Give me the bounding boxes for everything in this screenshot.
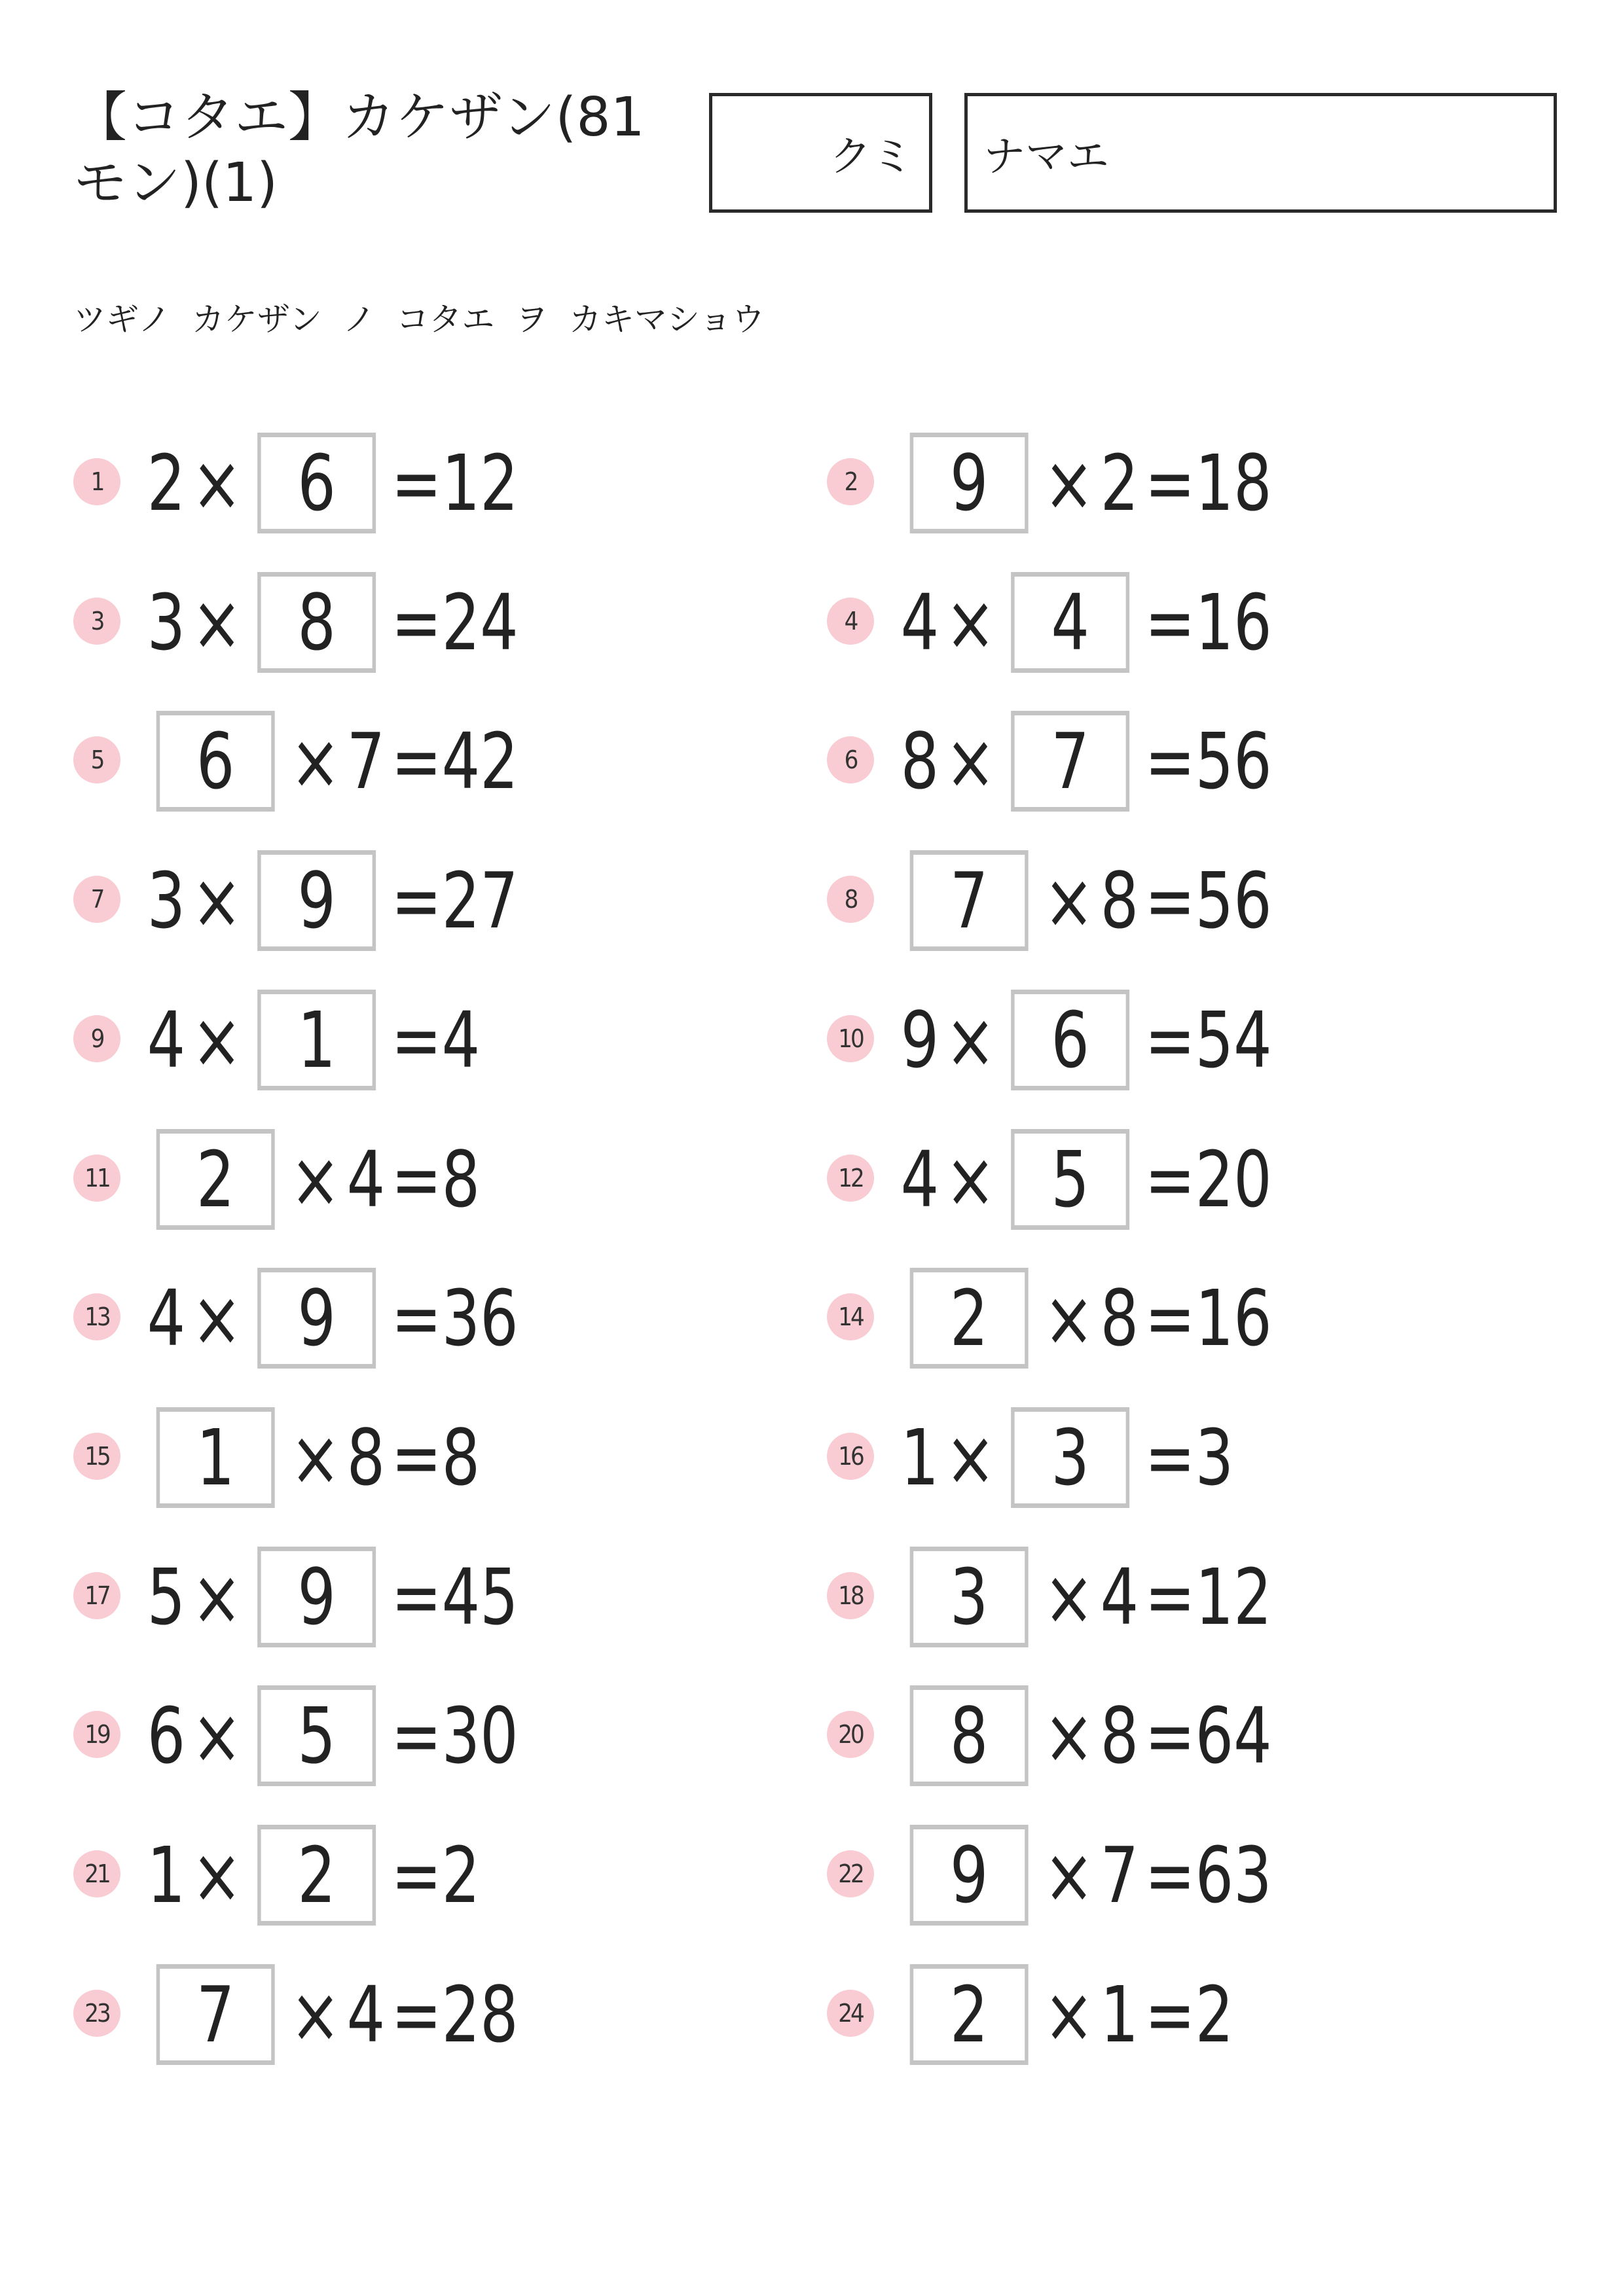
equals-result: =27 — [391, 855, 519, 946]
equation — [898, 568, 1275, 677]
factor: 4 — [346, 1969, 386, 2060]
times-sign: × — [191, 577, 242, 668]
factor: 5 — [147, 1551, 186, 1642]
problem-number-badge: 19 — [73, 1711, 120, 1758]
answer-box[interactable]: 1 — [156, 1407, 275, 1508]
times-sign: × — [1044, 855, 1095, 946]
times-sign: × — [945, 994, 996, 1085]
times-sign: × — [945, 1412, 996, 1503]
problem-number-badge: 20 — [827, 1711, 874, 1758]
factor: 6 — [147, 1691, 186, 1782]
factor: 2 — [1100, 438, 1139, 528]
equation — [898, 1125, 1275, 1234]
class-label: クミ — [830, 132, 913, 181]
problem-22 — [827, 1821, 1482, 1929]
problem-number-badge: 24 — [827, 1990, 874, 2037]
factor: 1 — [1100, 1969, 1139, 2060]
problem-number-badge: 10 — [827, 1015, 874, 1062]
problem-number-badge: 4 — [827, 598, 874, 645]
equation — [898, 1681, 1275, 1790]
equation — [144, 1125, 483, 1234]
answer-box[interactable]: 7 — [910, 850, 1029, 951]
factor: 9 — [900, 994, 939, 1085]
equation — [144, 1821, 483, 1929]
problem-number-badge: 17 — [73, 1572, 120, 1619]
equation — [898, 1543, 1275, 1651]
factor: 4 — [900, 577, 939, 668]
factor: 3 — [147, 855, 186, 946]
answer-box[interactable]: 7 — [156, 1964, 275, 2065]
equals-result: =3 — [1144, 1412, 1234, 1503]
page-title: 【コタエ】カケザン(81 モン)(1) — [73, 86, 645, 214]
times-sign: × — [290, 1412, 341, 1503]
problem-14 — [827, 1264, 1482, 1372]
factor: 4 — [147, 1273, 186, 1364]
factor: 4 — [900, 1134, 939, 1225]
factor: 8 — [900, 716, 939, 807]
problem-number-badge: 8 — [827, 876, 874, 923]
equals-result: =8 — [391, 1412, 481, 1503]
answer-box[interactable]: 5 — [257, 1685, 376, 1786]
problem-4 — [827, 568, 1482, 677]
name-label: ナマエ — [983, 132, 1109, 181]
times-sign: × — [290, 716, 341, 807]
times-sign: × — [290, 1134, 341, 1225]
problem-8 — [827, 846, 1482, 955]
problem-number-badge: 11 — [73, 1155, 120, 1202]
equals-result: =28 — [391, 1969, 519, 2060]
answer-box[interactable]: 2 — [156, 1129, 275, 1230]
times-sign: × — [191, 994, 242, 1085]
problem-number-badge: 14 — [827, 1293, 874, 1340]
answer-box[interactable]: 5 — [1011, 1129, 1129, 1230]
equals-result: =20 — [1144, 1134, 1272, 1225]
problem-24 — [827, 1960, 1482, 2069]
equals-result: =18 — [1144, 438, 1272, 528]
answer-box[interactable]: 3 — [910, 1547, 1029, 1647]
equation — [144, 1403, 483, 1512]
equation — [144, 1543, 521, 1651]
problem-number-badge: 9 — [73, 1015, 120, 1062]
equals-result: =64 — [1144, 1691, 1272, 1782]
equation — [898, 846, 1275, 955]
problem-9 — [73, 986, 728, 1094]
equals-result: =54 — [1144, 994, 1272, 1085]
problem-number-badge: 15 — [73, 1433, 120, 1480]
times-sign: × — [945, 577, 996, 668]
equals-result: =16 — [1144, 577, 1272, 668]
answer-box[interactable]: 3 — [1011, 1407, 1129, 1508]
equation — [898, 707, 1275, 816]
problem-number-badge: 7 — [73, 876, 120, 923]
equals-result: =4 — [391, 994, 481, 1085]
problem-11 — [73, 1125, 728, 1234]
answer-box[interactable]: 8 — [910, 1685, 1029, 1786]
problem-number-badge: 12 — [827, 1155, 874, 1202]
answer-box[interactable]: 6 — [156, 711, 275, 812]
name-field[interactable] — [964, 93, 1557, 213]
answer-box[interactable]: 8 — [257, 572, 376, 673]
equals-result: =45 — [391, 1551, 519, 1642]
factor: 1 — [900, 1412, 939, 1503]
factor: 4 — [147, 994, 186, 1085]
times-sign: × — [1044, 1551, 1095, 1642]
problem-number-badge: 18 — [827, 1572, 874, 1619]
answer-box[interactable]: 2 — [257, 1825, 376, 1926]
equation — [144, 568, 521, 677]
equals-result: =12 — [391, 438, 519, 528]
problem-10 — [827, 986, 1482, 1094]
answer-box[interactable]: 6 — [257, 433, 376, 533]
equation — [144, 707, 521, 816]
problem-number-badge: 22 — [827, 1850, 874, 1897]
problem-20 — [827, 1681, 1482, 1790]
problem-21 — [73, 1821, 728, 1929]
class-field[interactable] — [709, 93, 932, 213]
times-sign: × — [191, 855, 242, 946]
times-sign: × — [191, 438, 242, 528]
equation — [898, 986, 1275, 1094]
factor: 8 — [1100, 1273, 1139, 1364]
problem-5 — [73, 707, 728, 816]
equals-result: =36 — [391, 1273, 519, 1364]
equals-result: =24 — [391, 577, 519, 668]
answer-box[interactable]: 4 — [1011, 572, 1129, 673]
answer-box[interactable]: 9 — [910, 433, 1029, 533]
factor: 8 — [346, 1412, 386, 1503]
problem-number-badge: 16 — [827, 1433, 874, 1480]
answer-box[interactable]: 7 — [1011, 711, 1129, 812]
problem-23 — [73, 1960, 728, 2069]
problem-7 — [73, 846, 728, 955]
instruction-text: ツギノ カケザン ノ コタエ ヲ カキマショウ — [73, 300, 765, 338]
problem-3 — [73, 568, 728, 677]
equation — [144, 846, 521, 955]
problem-number-badge: 5 — [73, 736, 120, 783]
equals-result: =56 — [1144, 855, 1272, 946]
answer-box[interactable]: 9 — [910, 1825, 1029, 1926]
equation — [144, 1264, 521, 1372]
factor: 2 — [147, 438, 186, 528]
answer-box[interactable]: 2 — [910, 1964, 1029, 2065]
equals-result: =42 — [391, 716, 519, 807]
equation — [898, 1264, 1275, 1372]
equals-result: =56 — [1144, 716, 1272, 807]
times-sign: × — [945, 1134, 996, 1225]
factor: 3 — [147, 577, 186, 668]
times-sign: × — [1044, 1830, 1095, 1920]
equals-result: =63 — [1144, 1830, 1272, 1920]
answer-box[interactable]: 6 — [1011, 990, 1129, 1090]
problem-number-badge: 1 — [73, 458, 120, 505]
factor: 1 — [147, 1830, 186, 1920]
problem-number-badge: 2 — [827, 458, 874, 505]
equation — [898, 429, 1275, 537]
times-sign: × — [1044, 438, 1095, 528]
factor: 8 — [1100, 1691, 1139, 1782]
problem-number-badge: 6 — [827, 736, 874, 783]
problem-13 — [73, 1264, 728, 1372]
answer-box[interactable]: 9 — [257, 850, 376, 951]
times-sign: × — [1044, 1691, 1095, 1782]
times-sign: × — [191, 1830, 242, 1920]
factor: 8 — [1100, 855, 1139, 946]
equals-result: =2 — [391, 1830, 481, 1920]
equation — [144, 1681, 521, 1790]
equals-result: =30 — [391, 1691, 519, 1782]
factor: 7 — [346, 716, 386, 807]
problem-17 — [73, 1543, 728, 1651]
problem-19 — [73, 1681, 728, 1790]
factor: 4 — [1100, 1551, 1139, 1642]
problem-12 — [827, 1125, 1482, 1234]
equation — [144, 429, 521, 537]
equation — [898, 1403, 1237, 1512]
equation — [144, 1960, 521, 2069]
answer-box[interactable]: 2 — [910, 1268, 1029, 1369]
problem-number-badge: 13 — [73, 1293, 120, 1340]
factor: 4 — [346, 1134, 386, 1225]
equals-result: =12 — [1144, 1551, 1272, 1642]
equation — [144, 986, 483, 1094]
problem-1 — [73, 429, 728, 537]
equation — [898, 1821, 1275, 1929]
problem-15 — [73, 1403, 728, 1512]
problem-number-badge: 21 — [73, 1850, 120, 1897]
equals-result: =8 — [391, 1134, 481, 1225]
equation — [898, 1960, 1237, 2069]
problem-2 — [827, 429, 1482, 537]
answer-box[interactable]: 1 — [257, 990, 376, 1090]
factor: 7 — [1100, 1830, 1139, 1920]
problem-6 — [827, 707, 1482, 816]
times-sign: × — [1044, 1969, 1095, 2060]
problem-18 — [827, 1543, 1482, 1651]
problem-16 — [827, 1403, 1482, 1512]
answer-box[interactable]: 9 — [257, 1268, 376, 1369]
problem-number-badge: 23 — [73, 1990, 120, 2037]
times-sign: × — [1044, 1273, 1095, 1364]
times-sign: × — [290, 1969, 341, 2060]
times-sign: × — [191, 1691, 242, 1782]
problem-number-badge: 3 — [73, 598, 120, 645]
answer-box[interactable]: 9 — [257, 1547, 376, 1647]
equals-result: =16 — [1144, 1273, 1272, 1364]
times-sign: × — [191, 1551, 242, 1642]
equals-result: =2 — [1144, 1969, 1234, 2060]
times-sign: × — [945, 716, 996, 807]
times-sign: × — [191, 1273, 242, 1364]
